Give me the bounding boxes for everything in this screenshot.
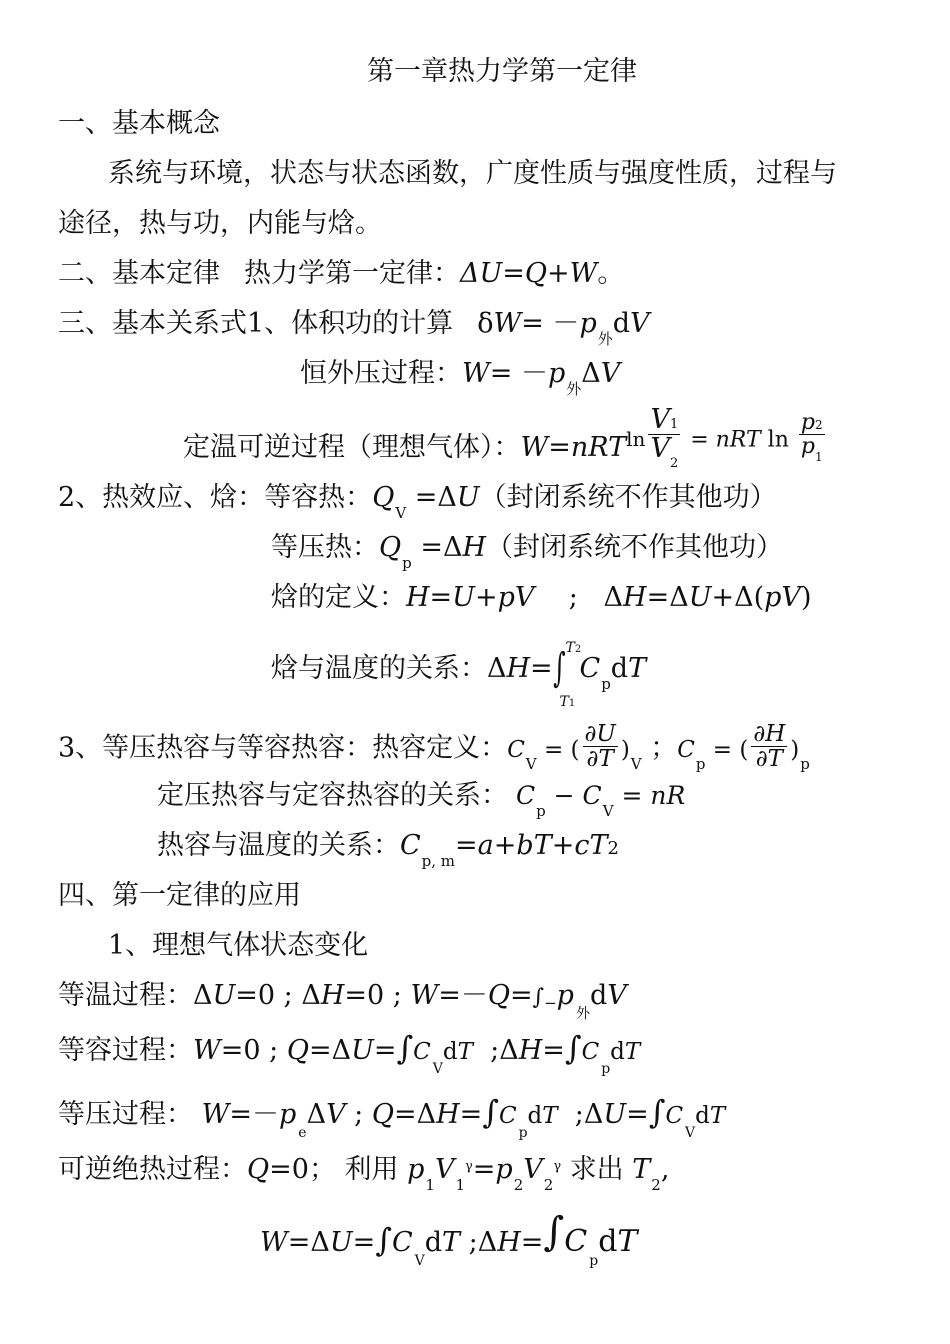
qp-line	[271, 532, 784, 572]
section-4-heading: 四、第一定律的应用	[58, 880, 301, 911]
adiabatic-line	[58, 1154, 670, 1194]
adiabatic-work-formula: $W=\Delta U=\int C_VdT$ $;\Delta H=\int C_pdT$	[260, 1209, 638, 1269]
cap-rel-formula: $C_p - C_V$ = nR	[515, 781, 686, 820]
enthalpy-temp-formula: ΔH=∫ T2 T1 $C_pdT$	[487, 639, 647, 710]
qv-note: （封闭系统不作其他功）	[479, 482, 777, 513]
isobaric-line	[58, 1093, 726, 1141]
qv-line	[58, 482, 777, 522]
first-law-formula: ΔU=Q+W	[460, 258, 598, 289]
iso-rev-formula: W=nRT	[520, 432, 627, 464]
adiabatic-t2: $T_2$,	[632, 1154, 670, 1194]
section-4-sub-1: 1、理想气体状态变化	[108, 930, 369, 961]
work-formula: $\delta W= -p_外dV$	[477, 308, 650, 348]
qv-label: 等容热：	[264, 482, 373, 513]
cap-rel-label: 定压热容与定容热容的关系：	[157, 780, 508, 811]
iso-rev-line: 定温可逆过程（理想气体）：W=nRTln $\frac{V1}{V_2}$ = nRT ln $\frac{p2}{p_1}$	[183, 404, 823, 472]
qp-note: （封闭系统不作其他功）	[486, 532, 784, 563]
cap-temp-line	[157, 830, 619, 870]
const-ext-label: 恒外压过程：	[300, 358, 462, 389]
work-label: 1、体积功的计算	[247, 308, 454, 339]
qv-formula: $Q_V =\Delta U$	[372, 482, 480, 522]
first-law-end: 。	[597, 258, 625, 289]
section-1-heading: 一、基本概念	[58, 108, 220, 139]
adiabatic-use: 利用	[344, 1154, 399, 1185]
cap-temp-formula: $C_{p, m}=a+bT+cT2$	[400, 830, 619, 870]
adiabatic-label: 可逆绝热过程：	[58, 1154, 247, 1185]
section-3-heading: 三、基本关系式	[58, 308, 247, 339]
heat-label: 2、热效应、焓：	[58, 482, 265, 513]
section-2-line	[58, 260, 624, 287]
enthalpy-def-line	[271, 584, 811, 611]
enthalpy-def-label: 焓的定义：	[271, 582, 406, 613]
section-1-body-line-2: 途径，热与功，内能与焓。	[58, 208, 382, 239]
isochoric-line	[58, 1029, 641, 1077]
cp-def-formula: $C_p$ = ( $\frac{\partial H}{\partial T}$ )$_p$	[677, 721, 810, 773]
isochoric-formula: W=0 ; $Q=\Delta U=\int C_VdT$ $;\Delta H=\int C_pdT$	[193, 1029, 641, 1077]
qp-formula: $Q_p =\Delta H$	[379, 532, 487, 572]
const-ext-line	[300, 358, 621, 398]
isothermal-line	[58, 980, 627, 1022]
cap-def-label: 3、等压热容与等容热容：热容定义：	[58, 732, 508, 764]
enthalpy-temp-line	[271, 639, 647, 710]
isothermal-label: 等温过程：	[58, 980, 193, 1011]
section-1-body-line-1: 系统与环境，状态与状态函数，广度性质与强度性质，过程与	[108, 158, 837, 189]
adiabatic-find: 求出	[569, 1154, 624, 1185]
const-ext-formula: $W= -p_外\Delta V$	[462, 358, 621, 398]
enthalpy-def-formula: H=U+pV ; ΔH=ΔU+Δ(pV)	[406, 582, 812, 613]
page-title: 第一章热力学第一定律	[367, 56, 637, 87]
cap-def-line: 3、等压热容与等容热容：热容定义：$C_V$ = ( $\frac{\partial U}{\partial T}$ )$_V$ ；$C_p$ = ( $\frac{\partial H}{\partial T}$ )$_p$	[58, 721, 810, 773]
section-2-heading: 二、基本定律	[58, 258, 220, 289]
first-law-label: 热力学第一定律：	[244, 258, 460, 289]
isothermal-formula: ΔU=0 ; ΔH=0 ; $W=-Q=\int-p_外dV$	[193, 980, 627, 1022]
cv-def-formula: $C_V$ = ( $\frac{\partial U}{\partial T}$ )$_V$	[507, 721, 642, 773]
enthalpy-temp-label: 焓与温度的关系：	[271, 653, 487, 684]
adiabatic-relation: $p_1V_1^\gamma=p_2V_2^\gamma$	[407, 1154, 562, 1194]
isobaric-formula: $W=-p_e\Delta V$ ; $Q=\Delta H=\int C_pdT$ $;\Delta U=\int C_VdT$	[201, 1093, 726, 1141]
iso-rev-label: 定温可逆过程（理想气体）：	[183, 432, 521, 464]
cap-rel-line	[157, 780, 686, 820]
isochoric-label: 等容过程：	[58, 1035, 193, 1066]
work-line	[58, 308, 650, 348]
adiabatic-work-line	[260, 1209, 638, 1269]
adiabatic-q: Q=0；	[247, 1154, 345, 1185]
cap-temp-label: 热容与温度的关系：	[157, 830, 400, 861]
qp-label: 等压热：	[271, 532, 379, 563]
isobaric-label: 等压过程：	[58, 1099, 193, 1130]
